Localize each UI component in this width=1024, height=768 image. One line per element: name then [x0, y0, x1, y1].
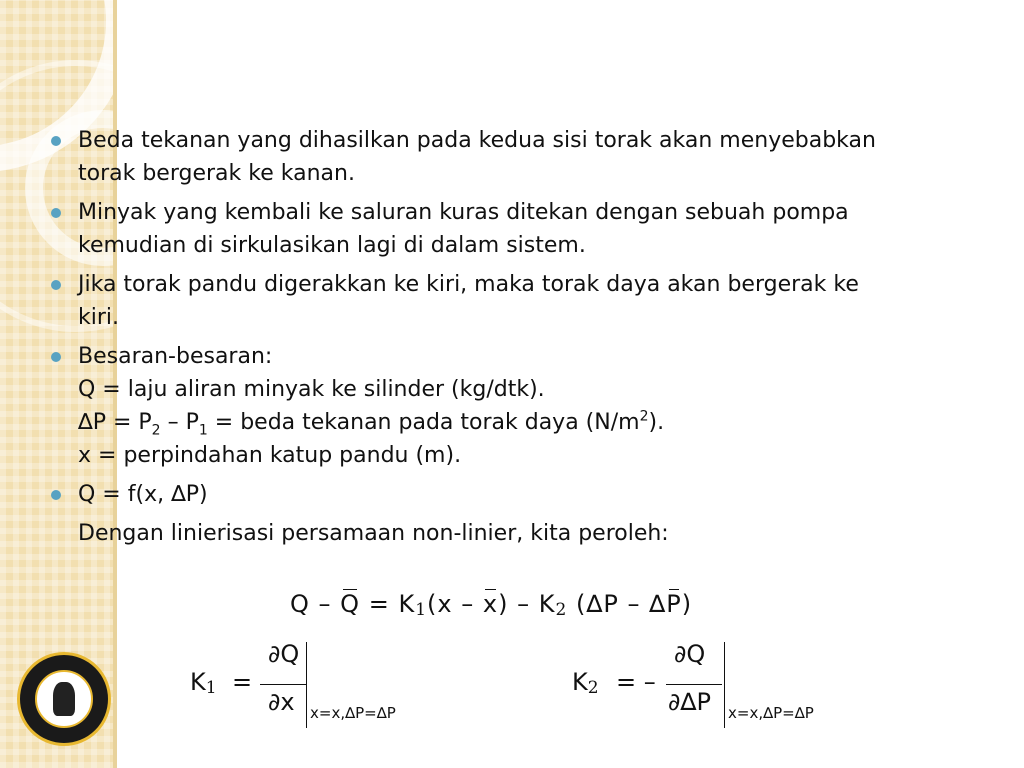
bullet-text-line: kemudian di sirkulasikan lagi di dalam sistem.: [78, 233, 586, 258]
plain-text-line: Dengan linierisasi persamaan non-linier, kita peroleh:: [78, 521, 669, 546]
fraction-numerator: ∂Q: [268, 640, 300, 668]
k2-lhs: [572, 668, 599, 698]
eq-operator: = –: [616, 668, 656, 696]
delta-p-definition: $\Delta P = P_2 - P_1$ = beda tekanan pada torak daya $(N/m^2)$.: [78, 408, 665, 439]
bullet-dot-icon: [51, 208, 61, 218]
evaluation-bar: [724, 642, 725, 728]
eq-operator: =: [232, 668, 253, 696]
eq-symbol-bar: P: [666, 590, 682, 618]
logo-emblem: [35, 670, 93, 728]
eq-symbol-bar: Q: [340, 590, 361, 618]
eq-operator: –: [627, 590, 641, 618]
bullet-text-line: kiri.: [78, 305, 120, 330]
x-definition: x = perpindahan katup pandu (m).: [78, 443, 462, 468]
bullet-item-quantities: [48, 340, 978, 472]
logo-figure-icon: [53, 682, 75, 716]
eq-symbol: ∆: [649, 590, 667, 618]
bullet-item: [48, 268, 978, 334]
eq-symbol: ): [681, 590, 693, 618]
evaluation-bar: [306, 642, 307, 728]
quantities-heading: Besaran-besaran:: [78, 344, 273, 369]
fraction-bar: [666, 684, 722, 685]
bullet-item: [48, 124, 978, 190]
bullet-dot-icon: [51, 352, 61, 362]
eq-symbol: Q: [290, 590, 310, 618]
linearization-text: [48, 517, 978, 550]
bullet-text-line: Jika torak pandu digerakkan ke kiri, maka torak daya akan bergerak ke: [78, 272, 859, 297]
bullet-text-line: Beda tekanan yang dihasilkan pada kedua sisi torak akan menyebabkan: [78, 128, 876, 153]
eq-symbol: (x: [427, 590, 453, 618]
bullet-text-line: Q = f(x, ∆P): [78, 482, 208, 507]
fraction-denominator: ∂x: [268, 688, 295, 716]
fraction-denominator: ∂∆P: [668, 688, 711, 716]
k1-lhs: [190, 668, 217, 698]
eq-symbol: (∆P: [575, 590, 619, 618]
bullet-dot-icon: [51, 490, 61, 500]
evaluation-point: x=x,∆P=∆P: [310, 704, 396, 722]
fraction-bar: [260, 684, 306, 685]
eq-operator: –: [461, 590, 475, 618]
bullet-item: [48, 196, 978, 262]
eq-symbol: ): [498, 590, 509, 618]
fraction-numerator: ∂Q: [674, 640, 706, 668]
q-definition: Q = laju aliran minyak ke silinder (kg/dtk).: [78, 377, 545, 402]
eq-symbol: K: [398, 590, 416, 618]
eq-subscript: 1: [415, 600, 428, 620]
eq-subscript: 2: [587, 678, 599, 698]
bullet-dot-icon: [51, 136, 61, 146]
eq-symbol: K: [572, 668, 588, 696]
bullet-text-line: torak bergerak ke kanan.: [78, 161, 355, 186]
linearized-equation: [290, 590, 692, 620]
eq-symbol: K: [190, 668, 206, 696]
bullet-item: [48, 478, 978, 511]
eq-operator: –: [318, 590, 332, 618]
eq-subscript: 1: [205, 678, 217, 698]
eq-symbol: K: [538, 590, 556, 618]
bullet-dot-icon: [51, 280, 61, 290]
institution-logo: [17, 652, 111, 746]
eq-operator: –: [517, 590, 531, 618]
eq-subscript: 2: [555, 600, 568, 620]
bullet-text-line: Minyak yang kembali ke saluran kuras ditekan dengan sebuah pompa: [78, 200, 849, 225]
slide-body: [48, 124, 978, 556]
eq-operator: =: [368, 590, 390, 618]
evaluation-point: x=x,∆P=∆P: [728, 704, 814, 722]
eq-symbol-bar: x: [482, 590, 499, 618]
